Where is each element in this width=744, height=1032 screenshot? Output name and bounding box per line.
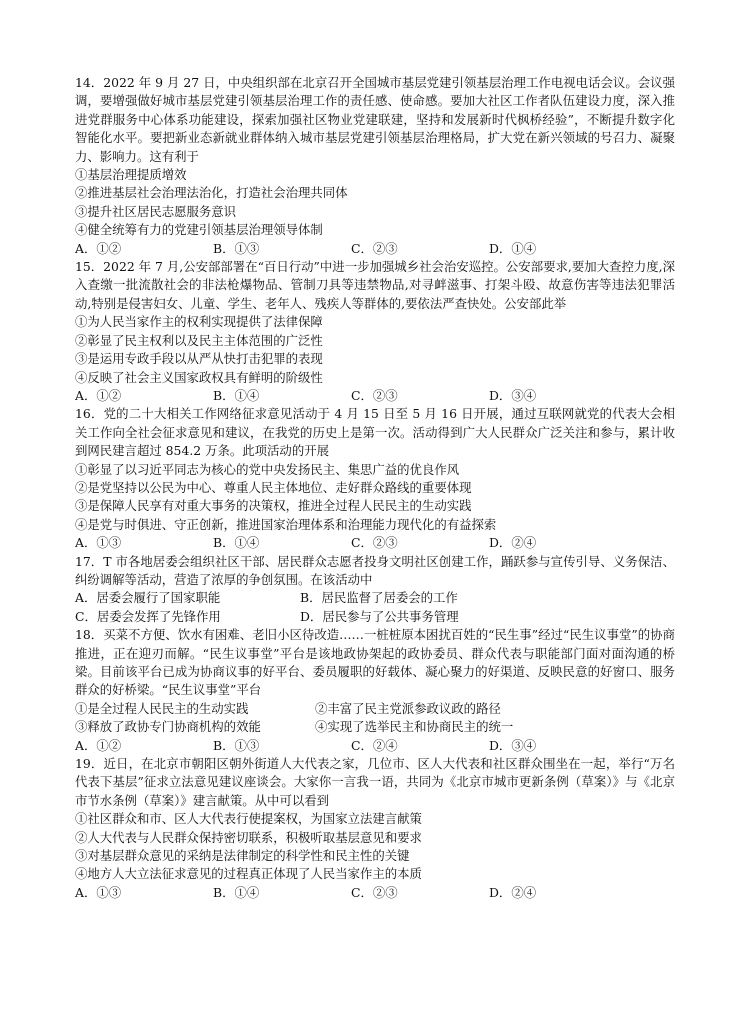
option-b[interactable]: B．居民监督了居委会的工作: [300, 590, 458, 606]
option-d[interactable]: D．居民参与了公共事务管理: [300, 608, 459, 624]
statement-4: ④健全统筹有力的党建引领基层治理领导体制: [75, 222, 323, 238]
question-16: [75, 405, 675, 552]
statement-3: ③是运用专政手段以从严从快打击犯罪的表现: [75, 351, 323, 367]
option-a[interactable]: A．①②: [75, 387, 122, 403]
statement-3: ③释放了政协专门协商机构的效能: [75, 719, 261, 735]
option-c[interactable]: C．②③: [351, 884, 398, 900]
statement-3: ③提升社区居民志愿服务意识: [75, 203, 237, 219]
statement-2: ②丰富了民主党派参政议政的路径: [315, 700, 501, 716]
question-14-stem: 14．2022 年 9 月 27 日，中央组织部在北京召开全国城市基层党建引领基层治理工作电视电话会议。会议强调，要增强做好城市基层党建引领基层治理工作的责任感、使命感。要加大社区工作者队伍建设力度，深入推进党群服务中心体系功能建设，探索加强社区物业党建联建，坚持和发展新时代枫桥经验”，不断提升数字化智能化水平。要把新业态新就业群体纳入城市基层党建引领基层治理格局，扩大党在新兴领域的号召力、凝聚力、影响力。这有利于: [75, 75, 675, 164]
option-a[interactable]: A．①③: [75, 535, 122, 551]
question-15: [75, 258, 675, 405]
option-a[interactable]: A．①③: [75, 884, 122, 900]
statement-1: ①是全过程人民民主的生动实践: [75, 700, 249, 716]
statement-1: ①为人民当家作主的权利实现提供了法律保障: [75, 314, 323, 330]
statement-2: ②彰显了民主权利以及民主主体范围的广泛性: [75, 332, 323, 348]
statement-2: ②人大代表与人民群众保持密切联系，积极听取基层意见和要求: [75, 829, 422, 845]
statement-3: ③对基层群众意见的采纳是法律制定的科学性和民主性的关键: [75, 848, 410, 864]
option-d[interactable]: D．②④: [489, 535, 537, 551]
option-b[interactable]: B．①④: [213, 387, 260, 403]
question-15-stem: 15．2022 年 7 月,公安部部署在“百日行动”中进一步加强城乡社会治安巡控。公安部要求,要加大查控力度,深入查缴一批流散社会的非法枪爆物品、管制刀具等违禁物品,对寻衅滋事、打架斗殴、故意伤害等违法犯罪活动,特别是侵害妇女、儿童、学生、老年人、残疾人等群体的,要依法严查快处。公安部此举: [75, 259, 675, 311]
question-19-stem: 19．近日，在北京市朝阳区朝外街道人大代表之家，几位市、区人大代表和社区群众围坐在一起，举行“万名代表下基层”征求立法意见建议座谈会。大家你一言我一语，共同为《北京市城市更新条例（草案）》与《北京市节水条例（草案）》建言献策。从中可以看到: [75, 756, 675, 808]
option-c[interactable]: C．②③: [351, 535, 398, 551]
question-17: [75, 553, 675, 627]
option-a[interactable]: A．居委会履行了国家职能: [75, 590, 221, 606]
option-c[interactable]: C．②③: [351, 387, 398, 403]
option-b[interactable]: B．①③: [213, 737, 260, 753]
option-b[interactable]: B．①④: [213, 535, 260, 551]
option-b[interactable]: B．①③: [213, 240, 260, 256]
statement-1: ①基层治理提质增效: [75, 167, 187, 183]
option-a[interactable]: A．①②: [75, 240, 122, 256]
question-14: [75, 74, 675, 258]
option-d[interactable]: D．③④: [489, 387, 537, 403]
option-d[interactable]: D．③④: [489, 737, 537, 753]
statement-4: ④反映了社会主义国家政权具有鲜明的阶级性: [75, 369, 323, 385]
option-c[interactable]: C．②③: [351, 240, 398, 256]
option-d[interactable]: D．①④: [489, 240, 537, 256]
question-17-stem: 17．T 市各地居委会组织社区干部、居民群众志愿者投身文明社区创建工作，踊跃参与宣传引导、义务保洁、纠纷调解等活动，营造了浓厚的争创氛围。在该活动中: [75, 553, 675, 587]
statement-2: ②是党坚持以公民为中心、尊重人民主体地位、走好群众路线的重要体现: [75, 479, 472, 495]
option-a[interactable]: A．①②: [75, 737, 122, 753]
question-16-stem: 16．党的二十大相关工作网络征求意见活动于 4 月 15 日至 5 月 16 日开展，通过互联网就党的代表大会相关工作向全社会征求意见和建议，在我党的历史上是第一次。活动得到广大人民群众广泛关注和参与，累计收到网民建言超过 854.2 万条。此项活动的开展: [75, 406, 675, 459]
option-c[interactable]: C．②④: [351, 737, 398, 753]
question-18: [75, 626, 675, 755]
statement-3: ③是保障人民享有对重大事务的决策权，推进全过程人民民主的生动实践: [75, 498, 472, 514]
question-list: [75, 74, 675, 902]
statement-4: ④是党与时俱进、守正创新，推进国家治理体系和治理能力现代化的有益探索: [75, 516, 497, 532]
option-c[interactable]: C．居委会发挥了先锋作用: [75, 608, 221, 624]
statement-1: ①彰显了以习近平同志为核心的党中央发扬民主、集思广益的优良作风: [75, 461, 460, 477]
question-18-stem: 18．买菜不方便、饮水有困难、老旧小区待改造……一桩桩原本困扰百姓的“民生事”经过“民生议事堂”的协商推进，正在迎刃而解。“民生议事堂”平台是该地政协架起的政协委员、群众代表与职能部门面对面沟通的桥梁。目前该平台已成为协商议事的好平台、委员履职的好载体、凝心聚力的好渠道、反映民意的好窗口、服务群众的好桥梁。“民生议事堂”平台: [75, 627, 675, 698]
statement-2: ②推进基层社会治理法治化，打造社会治理共同体: [75, 185, 348, 201]
statement-4: ④地方人大立法征求意见的过程真正体现了人民当家作主的本质: [75, 866, 422, 882]
statement-4: ④实现了选举民主和协商民主的统一: [315, 719, 514, 735]
option-d[interactable]: D．②④: [489, 884, 537, 900]
option-b[interactable]: B．①④: [213, 884, 260, 900]
question-19: [75, 755, 675, 902]
statement-1: ①社区群众和市、区人大代表行使提案权，为国家立法建言献策: [75, 811, 422, 827]
